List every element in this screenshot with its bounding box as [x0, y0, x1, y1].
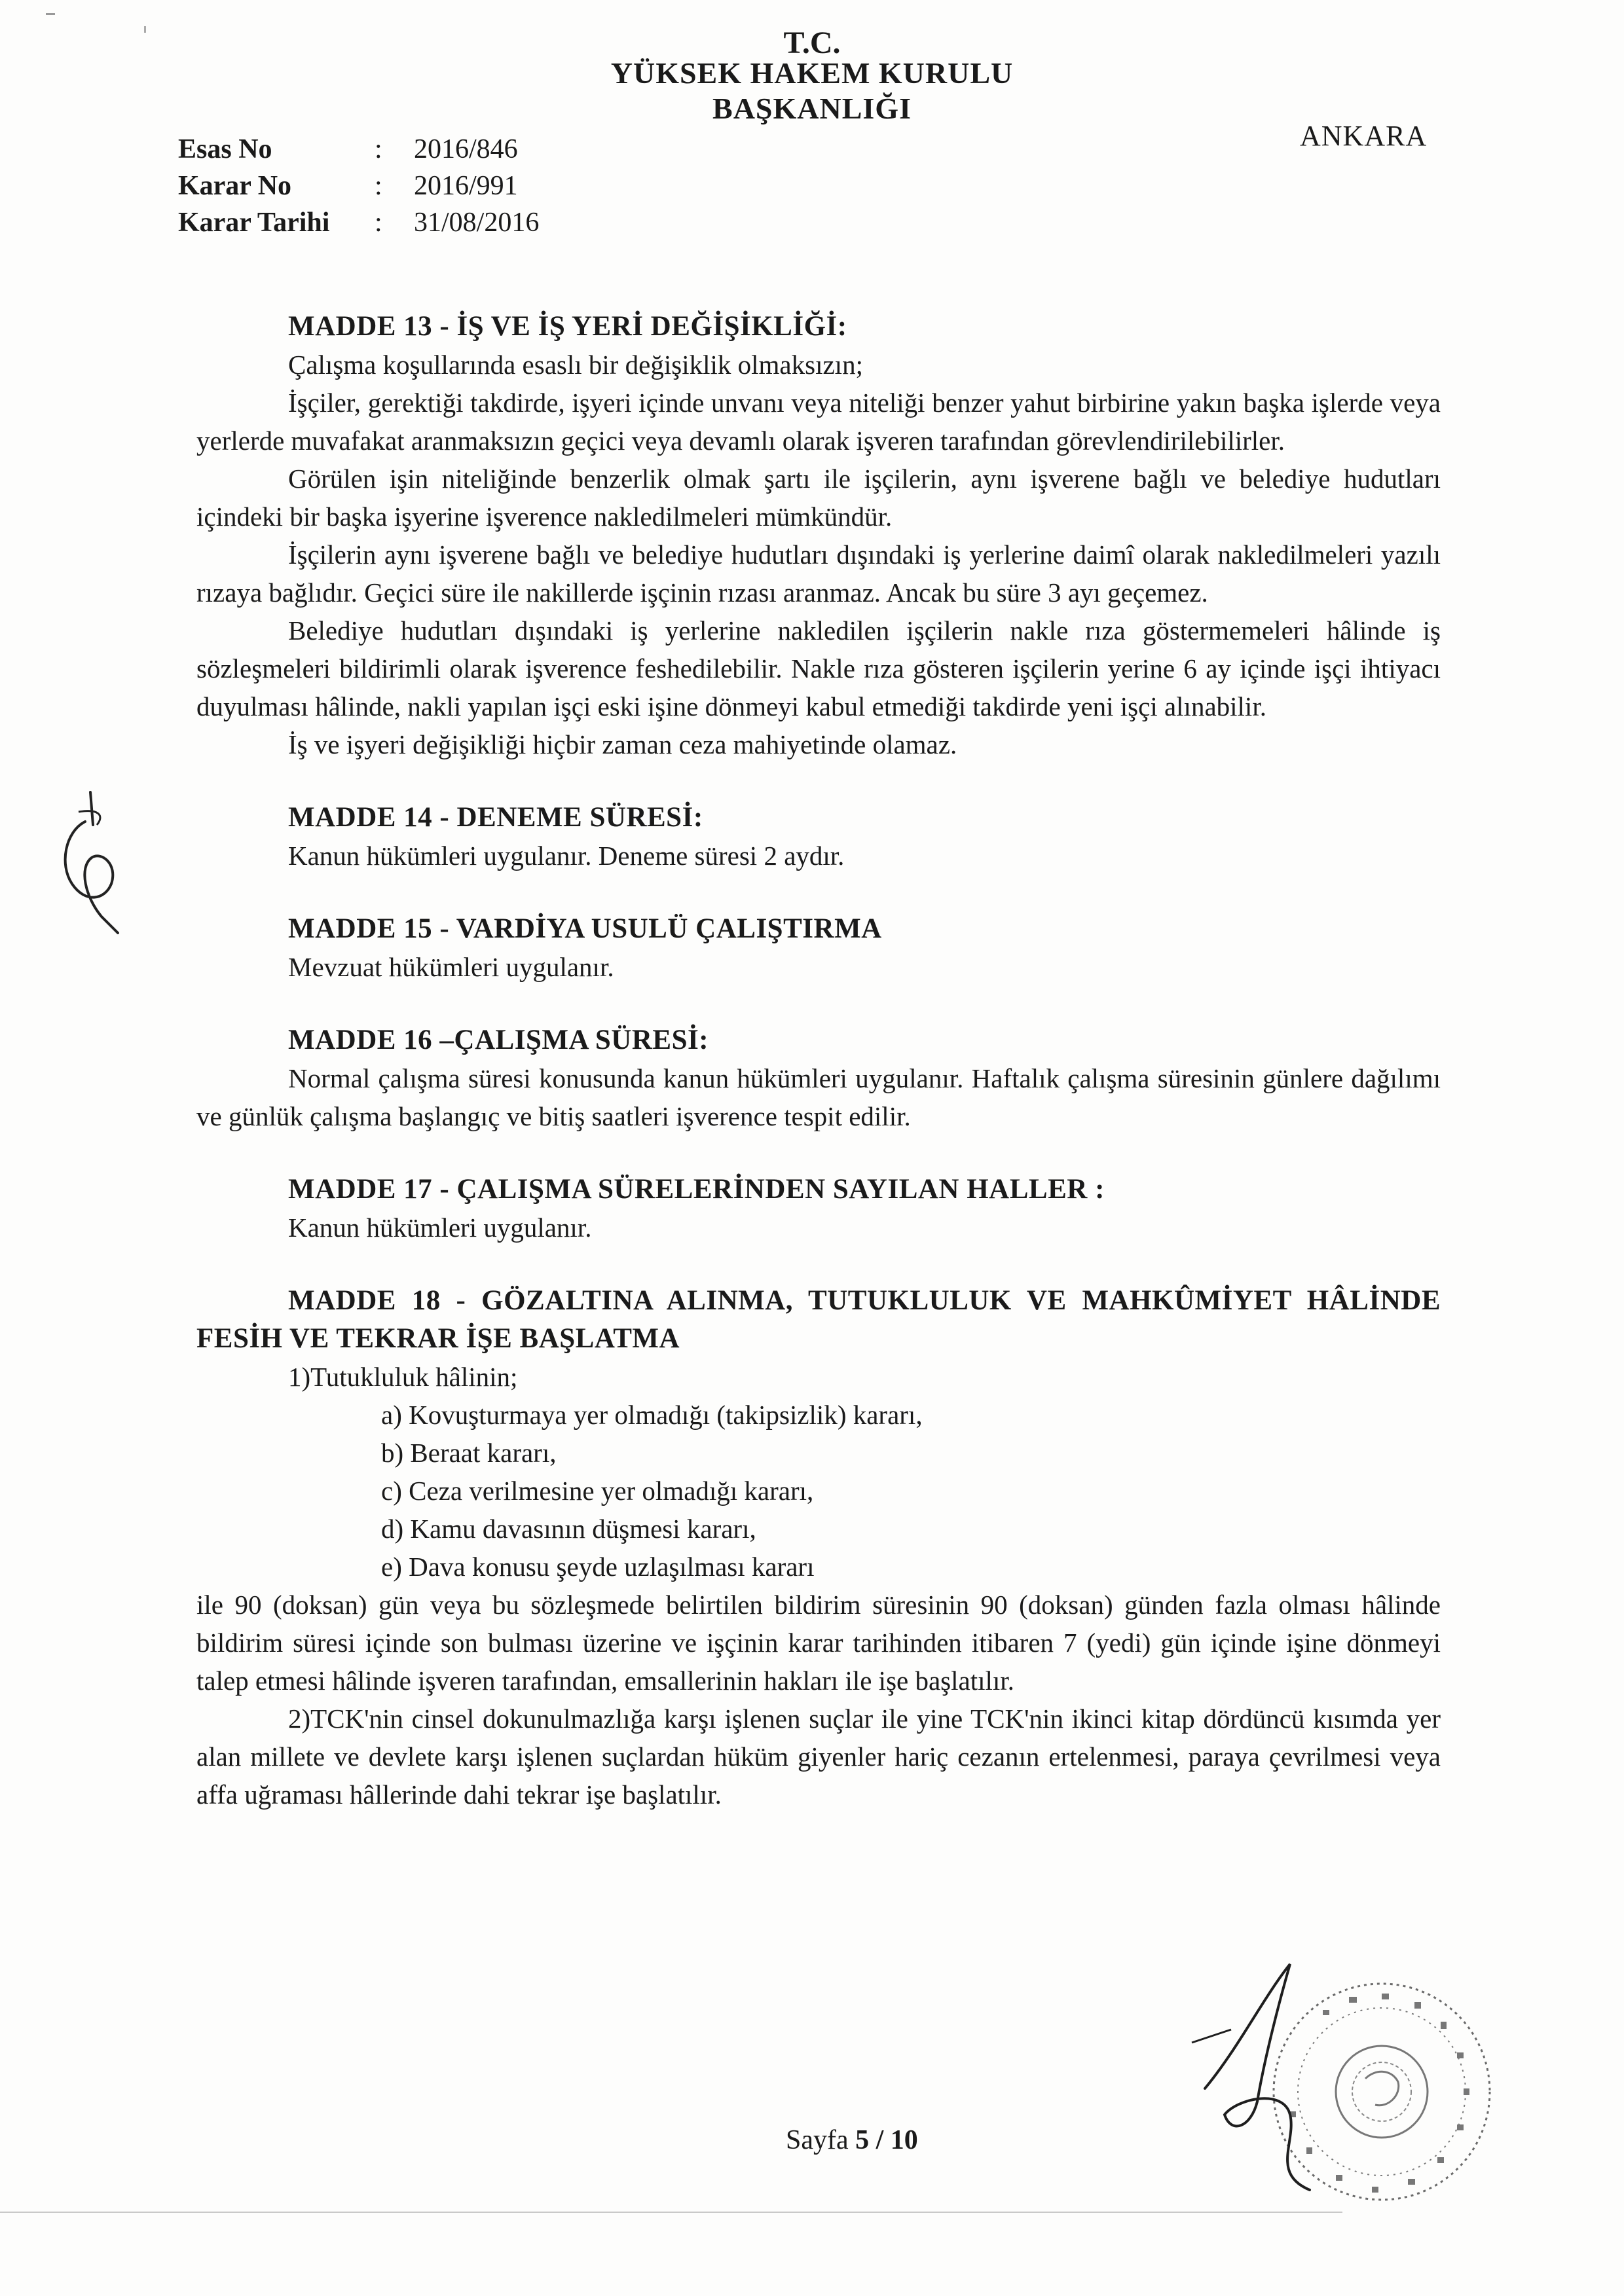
list-item: e) Dava konusu şeyde uzlaşılması kararı: [381, 1552, 815, 1582]
article-title: MADDE 14 - DENEME SÜRESİ:: [288, 802, 703, 833]
article-title: MADDE 16 –ÇALIŞMA SÜRESİ:: [288, 1025, 709, 1055]
article-paragraph: Çalışma koşullarında esaslı bir değişiklik olmaksızın;: [288, 350, 863, 380]
list-item: d) Kamu davasının düşmesi kararı,: [381, 1514, 756, 1544]
meta-row-esas: [178, 131, 539, 168]
header-country: T.C.: [783, 26, 841, 60]
handwritten-initials-left: [39, 786, 151, 936]
list-item: a) Kovuşturmaya yer olmadığı (takipsizlik) kararı,: [381, 1400, 923, 1430]
spacer: [196, 763, 1441, 799]
handwritten-signature: [1179, 1958, 1375, 2193]
meta-label: Esas No: [178, 134, 272, 164]
article-title: MADDE 15 - VARDİYA USULÜ ÇALIŞTIRMA: [288, 913, 882, 944]
list-item: b) Beraat kararı,: [381, 1438, 557, 1468]
article-paragraph: Mevzuat hükümleri uygulanır.: [288, 952, 614, 982]
page-number: [786, 2124, 918, 2156]
header-city: ANKARA: [1300, 120, 1428, 152]
meta-row-tarih: [178, 204, 539, 241]
article-title: MADDE 17 - ÇALIŞMA SÜRELERİNDEN SAYILAN HALLER :: [288, 1174, 1105, 1205]
article-title: MADDE 18 - GÖZALTINA ALINMA, TUTUKLULUK VE MAHKÛMİYET HÂLİNDE FESİH VE TEKRAR İŞE BAŞLATMA: [196, 1285, 1441, 1354]
scan-edge-line: [0, 2212, 1342, 2213]
spacer: [196, 1247, 1441, 1282]
article-paragraph: İşçiler, gerektiği takdirde, işyeri içinde unvanı veya niteliği benzer yahut birbirine yakın başka işlerde veya yerlerde muvafakat aranmaksızın geçici veya devamlı olarak işveren tarafından görevlendirilebilirler.: [196, 388, 1441, 456]
meta-value: 2016/991: [414, 171, 518, 201]
meta-colon: :: [375, 171, 382, 201]
meta-value: 2016/846: [414, 134, 518, 164]
article-paragraph: İşçilerin aynı işverene bağlı ve belediye hudutları dışındaki iş yerlerine daimî olarak nakledilmeleri yazılı rızaya bağlıdır. Geçici süre ile nakillerde işçinin rızası aranmaz. Ancak bu süre 3 ayı geçemez.: [196, 539, 1441, 608]
article-16: [196, 1021, 1441, 1135]
page-number-prefix: Sayfa: [786, 2125, 856, 2155]
article-13: [196, 308, 1441, 763]
document-body: [196, 308, 1441, 1813]
spacer: [196, 986, 1441, 1021]
page-number-value: 5 / 10: [855, 2125, 918, 2155]
article-paragraph: Belediye hudutları dışındaki iş yerlerine nakledilen işçilerin nakle rıza göstermemeleri hâlinde iş sözleşmeleri bildirimli olarak işverence feshedilebilir. Nakle rıza gösteren işçilerin yerine 6 ay içinde işçi ihtiyacı duyulması hâlinde, nakli yapılan işçi eski işine dönmeyi kabul etmediği takdirde yeni işçi alınabilir.: [196, 615, 1441, 721]
case-metadata: [178, 131, 539, 241]
article-paragraph: Kanun hükümleri uygulanır.: [288, 1212, 592, 1243]
article-paragraph: 1)Tutukluluk hâlinin;: [288, 1362, 518, 1392]
article-paragraph: Görülen işin niteliğinde benzerlik olmak şartı ile işçilerin, aynı işverene bağlı ve belediye hudutları içindeki bir başka işyerine işverence nakledilmeleri mümkündür.: [196, 464, 1441, 532]
meta-value: 31/08/2016: [414, 208, 540, 238]
meta-label: Karar Tarihi: [178, 208, 330, 238]
article-paragraph: Kanun hükümleri uygulanır. Deneme süresi 2 aydır.: [288, 841, 845, 871]
article-paragraph: Normal çalışma süresi konusunda kanun hükümleri uygulanır. Haftalık çalışma süresinin günlere dağılımı ve günlük çalışma başlangıç ve bitiş saatleri işverence tespit edilir.: [196, 1063, 1441, 1131]
meta-colon: :: [375, 134, 382, 164]
article-paragraph: İş ve işyeri değişikliği hiçbir zaman ceza mahiyetinde olamaz.: [288, 729, 957, 759]
header-institution: YÜKSEK HAKEM KURULU: [610, 56, 1014, 90]
article-18: [196, 1282, 1441, 1813]
meta-row-karar: [178, 168, 539, 204]
scan-speck: [46, 13, 55, 15]
article-15: [196, 910, 1441, 986]
header-office: BAŞKANLIĞI: [712, 92, 912, 125]
article-14: [196, 799, 1441, 875]
article-17: [196, 1171, 1441, 1247]
spacer: [196, 875, 1441, 910]
list-item: c) Ceza verilmesine yer olmadığı kararı,: [381, 1476, 814, 1506]
meta-label: Karar No: [178, 171, 292, 201]
spacer: [196, 1135, 1441, 1171]
article-paragraph: ile 90 (doksan) gün veya bu sözleşmede belirtilen bildirim süresinin 90 (doksan) günden fazla olması hâlinde bildirim süresi içinde son bulması üzerine ve işçinin karar tarihinden itibaren 7 (yedi) gün içinde işine dönmeyi talep etmesi hâlinde işveren tarafından, emsallerinin hakları ile işe başlatılır.: [196, 1590, 1441, 1696]
article-title: MADDE 13 - İŞ VE İŞ YERİ DEĞİŞİKLİĞİ:: [288, 311, 847, 342]
meta-colon: :: [375, 208, 382, 238]
article-paragraph: 2)TCK'nin cinsel dokunulmazlığa karşı işlenen suçlar ile yine TCK'nin ikinci kitap dördüncü kısımda yer alan millete ve devlete karşı işlenen suçlardan hüküm giyenler hariç cezanın ertelenmesi, paraya çevrilmesi veya affa uğraması hâllerinde dahi tekrar işe başlatılır.: [196, 1704, 1441, 1810]
